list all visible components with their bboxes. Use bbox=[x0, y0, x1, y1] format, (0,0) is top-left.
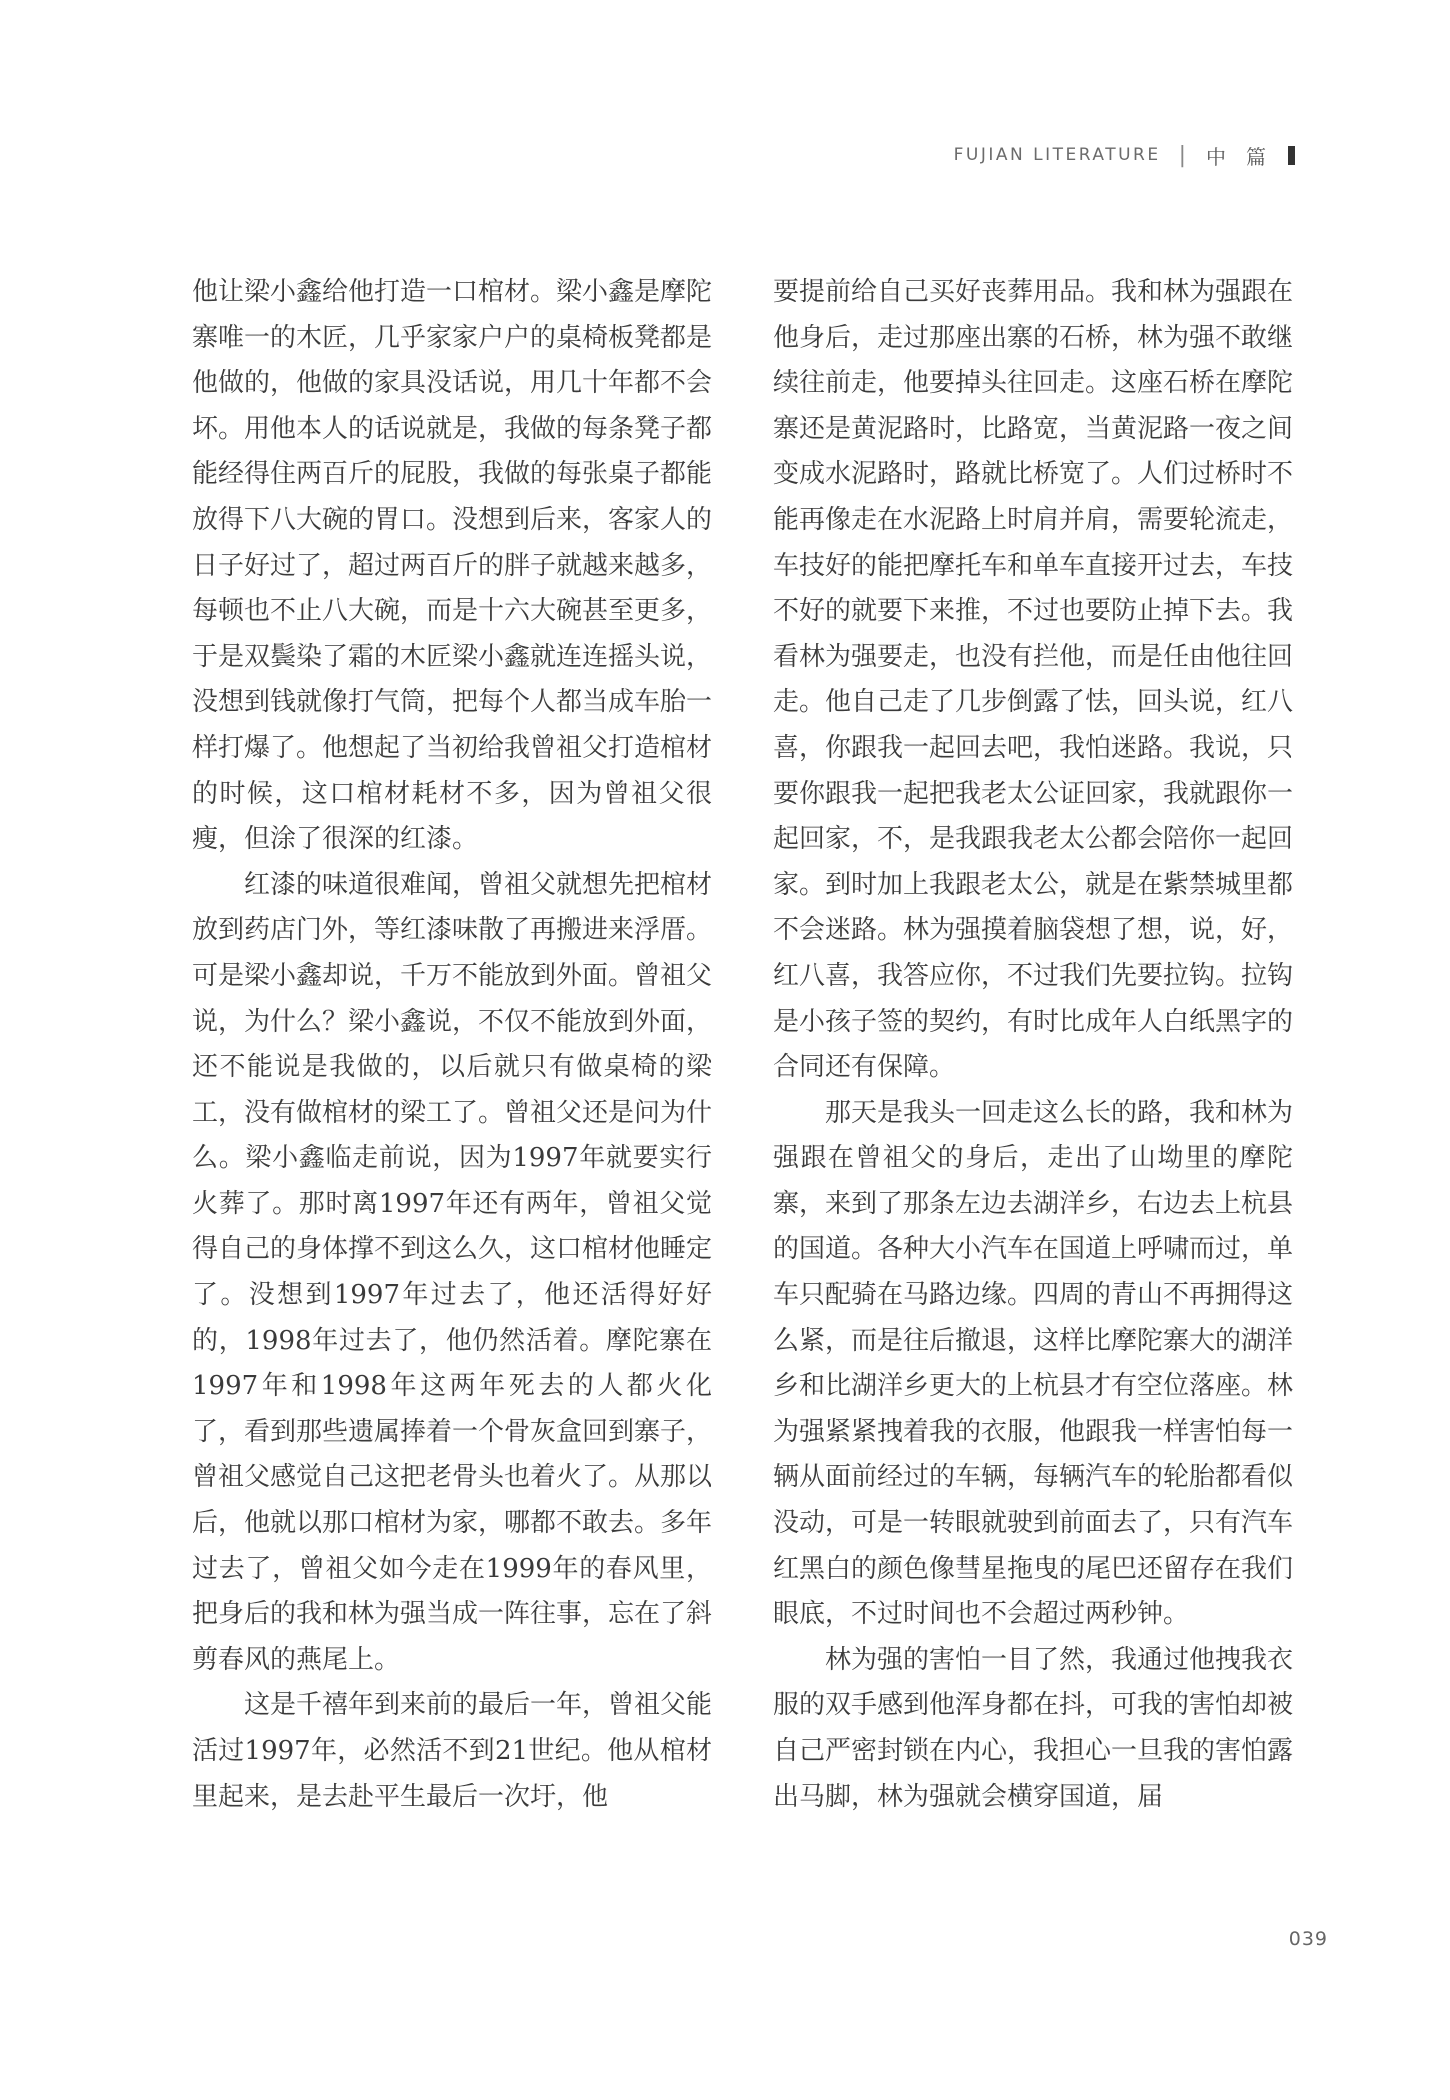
journal-name: FUJIAN LITERATURE bbox=[953, 145, 1161, 165]
paragraph: 红漆的味道很难闻，曾祖父就想先把棺材放到药店门外，等红漆味散了再搬进来浮厝。可是梁小鑫却说，千万不能放到外面。曾祖父说，为什么？梁小鑫说，不仅不能放到外面，还不能说是我做的，以后就只有做桌椅的梁工，没有做棺材的梁工了。曾祖父还是问为什么。梁小鑫临走前说，因为1997年就要实行火葬了。那时离1997年还有两年，曾祖父觉得自己的身体撑不到这么久，这口棺材他睡定了。没想到1997年过去了，他还活得好好的，1998年过去了，他仍然活着。摩陀寨在1997年和1998年这两年死去的人都火化了，看到那些遗属捧着一个骨灰盒回到寨子，曾祖父感觉自己这把老骨头也着火了。从那以后，他就以那口棺材为家，哪都不敢去。多年过去了，曾祖父如今走在1999年的春风里，把身后的我和林为强当成一阵往事，忘在了斜剪春风的燕尾上。 bbox=[192, 869, 713, 1675]
page-number: 039 bbox=[1288, 1928, 1328, 1950]
header-separator: | bbox=[1178, 142, 1186, 168]
paragraph: 这是千禧年到来前的最后一年，曾祖父能活过1997年，必然活不到21世纪。他从棺材里起来，是去赴平生最后一次圩，他 bbox=[192, 1690, 713, 1812]
header-bar-mark bbox=[1288, 146, 1295, 165]
paragraph: 林为强的害怕一目了然，我通过他拽我衣服的双手感到他浑身都在抖，可我的害怕却被自己严密封锁在内心，我担心一旦我的害怕露出马脚，林为强就会横穿国道，届 bbox=[773, 1644, 1294, 1812]
running-header bbox=[954, 140, 1295, 170]
section-label: 中篇 bbox=[1206, 144, 1286, 169]
paragraph: 他让梁小鑫给他打造一口棺材。梁小鑫是摩陀寨唯一的木匠，几乎家家户户的桌椅板凳都是他做的，他做的家具没话说，用几十年都不会坏。用他本人的话说就是，我做的每条凳子都能经得住两百斤的屁股，我做的每张桌子都能放得下八大碗的胃口。没想到后来，客家人的日子好过了，超过两百斤的胖子就越来越多，每顿也不止八大碗，而是十六大碗甚至更多，于是双鬓染了霜的木匠梁小鑫就连连摇头说，没想到钱就像打气筒，把每个人都当成车胎一样打爆了。他想起了当初给我曾祖父打造棺材的时候，这口棺材耗材不多，因为曾祖父很瘦，但涂了很深的红漆。 bbox=[192, 277, 713, 855]
right-column bbox=[773, 270, 1293, 1820]
paragraph: 要提前给自己买好丧葬用品。我和林为强跟在他身后，走过那座出寨的石桥，林为强不敢继续往前走，他要掉头往回走。这座石桥在摩陀寨还是黄泥路时，比路宽，当黄泥路一夜之间变成水泥路时，路就比桥宽了。人们过桥时不能再像走在水泥路上时肩并肩，需要轮流走，车技好的能把摩托车和单车直接开过去，车技不好的就要下来推，不过也要防止掉下去。我看林为强要走，也没有拦他，而是任由他往回走。他自己走了几步倒露了怯，回头说，红八喜，你跟我一起回去吧，我怕迷路。我说，只要你跟我一起把我老太公证回家，我就跟你一起回家，不，是我跟我老太公都会陪你一起回家。到时加上我跟老太公，就是在紫禁城里都不会迷路。林为强摸着脑袋想了想，说，好，红八喜，我答应你，不过我们先要拉钩。拉钩是小孩子签的契约，有时比成年人白纸黑字的合同还有保障。 bbox=[773, 277, 1294, 1083]
paragraph: 那天是我头一回走这么长的路，我和林为强跟在曾祖父的身后，走出了山坳里的摩陀寨，来到了那条左边去湖洋乡，右边去上杭县的国道。各种大小汽车在国道上呼啸而过，单车只配骑在马路边缘。四周的青山不再拥得这么紧，而是往后撤退，这样比摩陀寨大的湖洋乡和比湖洋乡更大的上杭县才有空位落座。林为强紧紧拽着我的衣服，他跟我一样害怕每一辆从面前经过的车辆，每辆汽车的轮胎都看似没动，可是一转眼就驶到前面去了，只有汽车红黑白的颜色像彗星拖曳的尾巴还留存在我们眼底，不过时间也不会超过两秒钟。 bbox=[773, 1097, 1294, 1630]
left-column bbox=[192, 270, 712, 1820]
